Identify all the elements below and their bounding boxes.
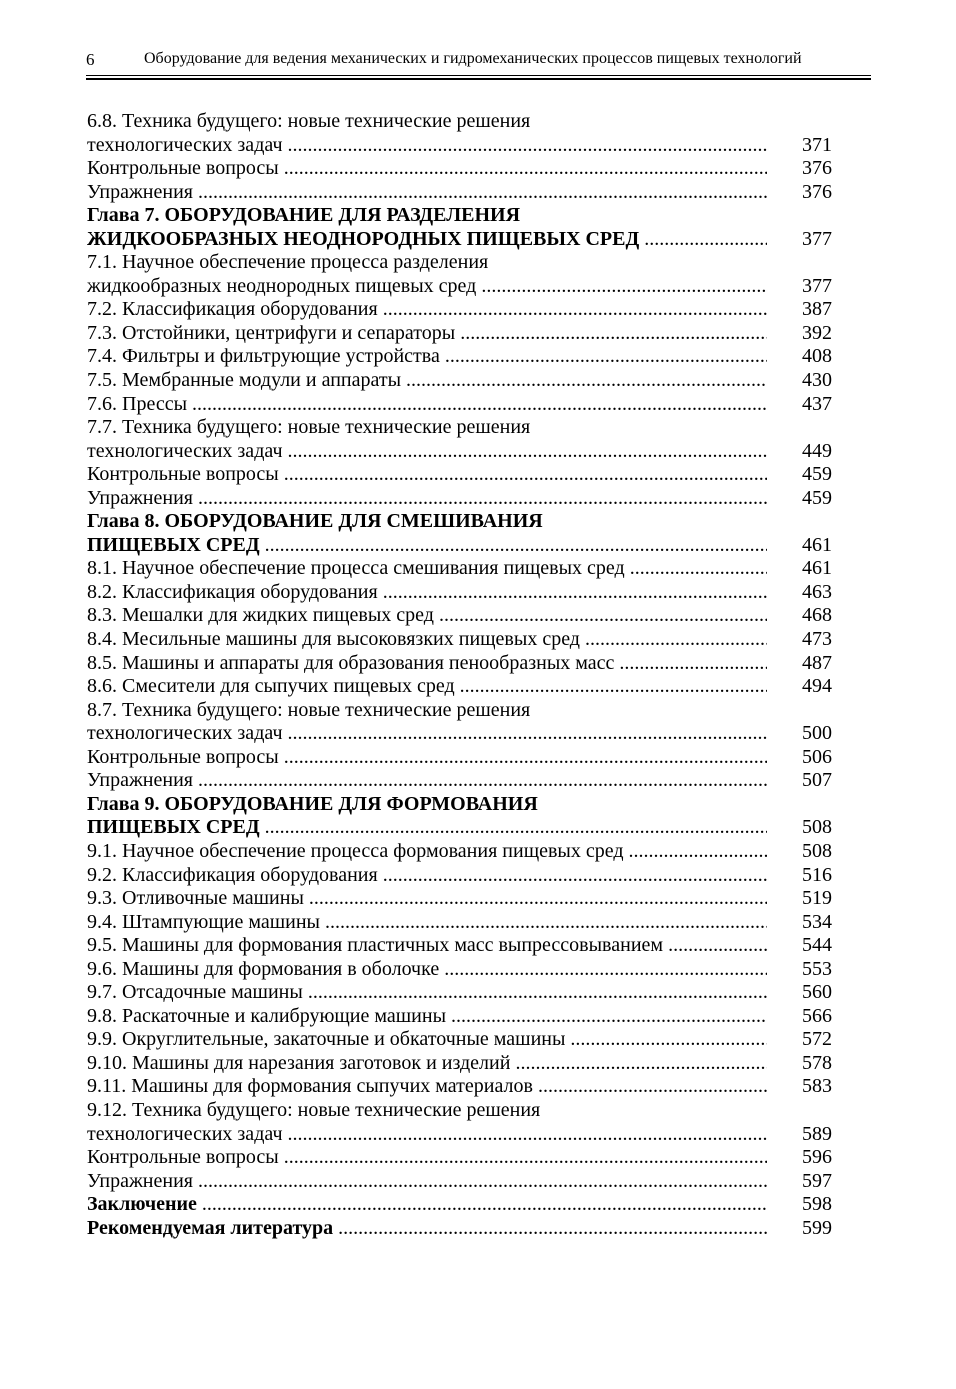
toc-entry [87, 652, 832, 676]
toc-entry-title: 9.3. Отливочные машины [87, 887, 304, 910]
toc-entry-page: 589 [802, 1122, 832, 1145]
toc-entry [87, 675, 832, 699]
toc-entry-page: 599 [802, 1216, 832, 1239]
toc-entry-title: Контрольные вопросы [87, 157, 279, 180]
toc-entry [87, 746, 832, 770]
toc-entry [87, 887, 832, 911]
toc-entry-page: 387 [802, 298, 832, 321]
toc-entry-title: 9.8. Раскаточные и калибрующие машины [87, 1004, 447, 1027]
toc-entry [87, 487, 832, 511]
toc-entry-title: 8.5. Машины и аппараты для образования пенообразных масс [87, 651, 615, 674]
toc-entry [87, 110, 832, 134]
toc-entry-title: Рекомендуемая литература [87, 1216, 334, 1239]
toc-entry-title: Глава 8. ОБОРУДОВАНИЕ ДЛЯ СМЕШИВАНИЯ [87, 510, 543, 533]
toc-entry [87, 911, 832, 935]
toc-entry [87, 510, 832, 534]
toc-entry-title: Контрольные вопросы [87, 463, 279, 486]
toc-entry [87, 1028, 832, 1052]
running-header [86, 50, 871, 74]
toc-entry [87, 157, 832, 181]
toc-entry-title: 8.6. Смесители для сыпучих пищевых сред [87, 675, 455, 698]
toc-entry-page: 508 [802, 839, 832, 862]
toc-entry-page: 578 [802, 1051, 832, 1074]
toc-entry-title: Контрольные вопросы [87, 1146, 279, 1169]
toc-entry-page: 596 [802, 1146, 832, 1169]
toc-entry-page: 506 [802, 745, 832, 768]
toc-entry-title: 7.6. Прессы [87, 392, 188, 415]
toc-entry [87, 1099, 832, 1123]
toc-entry-page: 437 [802, 392, 832, 415]
toc-entry-page: 463 [802, 580, 832, 603]
toc-entry-title: Упражнения [87, 486, 193, 509]
toc-entry [87, 816, 832, 840]
toc-entry-title: Глава 7. ОБОРУДОВАНИЕ ДЛЯ РАЗДЕЛЕНИЯ [87, 204, 521, 227]
toc-entry-page: 500 [802, 722, 832, 745]
toc-entry-page: 371 [802, 133, 832, 156]
toc-entry [87, 722, 832, 746]
toc-entry-page: 508 [802, 816, 832, 839]
toc-entry [87, 134, 832, 158]
toc-entry [87, 369, 832, 393]
toc-entry-page: 553 [802, 957, 832, 980]
toc-entry-page: 376 [802, 157, 832, 180]
toc-entry-title: Глава 9. ОБОРУДОВАНИЕ ДЛЯ ФОРМОВАНИЯ [87, 792, 538, 815]
toc-entry-title: 9.6. Машины для формования в оболочке [87, 957, 440, 980]
toc-entry-title: 9.4. Штампующие машины [87, 910, 320, 933]
toc-entry-title: Упражнения [87, 180, 193, 203]
toc-entry [87, 345, 832, 369]
toc-entry-title: 7.3. Отстойники, центрифуги и сепараторы [87, 321, 456, 344]
toc-entry-title: ПИЩЕВЫХ СРЕД [87, 533, 260, 556]
toc-entry-title: жидкообразных неоднородных пищевых сред [87, 274, 477, 297]
toc-entry [87, 1052, 832, 1076]
toc-entry-page: 449 [802, 439, 832, 462]
toc-entry-title: Контрольные вопросы [87, 745, 279, 768]
toc-entry-page: 376 [802, 180, 832, 203]
toc-entry-title: ЖИДКООБРАЗНЫХ НЕОДНОРОДНЫХ ПИЩЕВЫХ СРЕД [87, 227, 640, 250]
toc-entry [87, 1193, 832, 1217]
toc-entry [87, 298, 832, 322]
toc-entry [87, 1075, 832, 1099]
toc-entry-page: 487 [802, 651, 832, 674]
toc-entry-page: 597 [802, 1169, 832, 1192]
table-of-contents [87, 110, 832, 1240]
toc-entry-page: 560 [802, 981, 832, 1004]
toc-entry-title: технологических задач [87, 133, 283, 156]
header-rule-thin [86, 75, 871, 76]
toc-entry-title: 9.9. Округлительные, закаточные и обкаточные машины [87, 1028, 566, 1051]
toc-entry-page: 468 [802, 604, 832, 627]
header-rule-thick [86, 78, 871, 80]
toc-entry-page: 566 [802, 1004, 832, 1027]
toc-entry [87, 275, 832, 299]
toc-entry-title: технологических задач [87, 1122, 283, 1145]
toc-entry-title: 7.5. Мембранные модули и аппараты [87, 369, 402, 392]
toc-entry-title: технологических задач [87, 439, 283, 462]
toc-entry-page: 392 [802, 321, 832, 344]
toc-entry-page: 494 [802, 675, 832, 698]
toc-entry-page: 534 [802, 910, 832, 933]
toc-entry-page: 430 [802, 369, 832, 392]
toc-entry-title: Заключение [87, 1193, 197, 1216]
page-number: 6 [86, 50, 95, 69]
toc-entry-page: 516 [802, 863, 832, 886]
toc-entry-title: Упражнения [87, 769, 193, 792]
toc-entry-page: 544 [802, 934, 832, 957]
toc-entry [87, 228, 832, 252]
toc-entry [87, 581, 832, 605]
toc-entry [87, 1005, 832, 1029]
toc-entry [87, 416, 832, 440]
toc-entry-page: 461 [802, 557, 832, 580]
toc-entry [87, 981, 832, 1005]
toc-entry-page: 459 [802, 486, 832, 509]
toc-entry [87, 958, 832, 982]
toc-entry [87, 534, 832, 558]
toc-entry-page: 583 [802, 1075, 832, 1098]
toc-entry-page: 572 [802, 1028, 832, 1051]
toc-entry-page: 519 [802, 887, 832, 910]
toc-entry-page: 473 [802, 628, 832, 651]
toc-entry-title: 8.4. Месильные машины для высоковязких пищевых сред [87, 628, 580, 651]
toc-entry-page: 461 [802, 533, 832, 556]
toc-entry [87, 393, 832, 417]
toc-entry-title: 7.1. Научное обеспечение процесса разделения [87, 251, 489, 274]
toc-entry-title: 9.2. Классификация оборудования [87, 863, 378, 886]
toc-entry-title: 7.4. Фильтры и фильтрующие устройства [87, 345, 440, 368]
toc-entry-page: 377 [802, 274, 832, 297]
toc-entry [87, 1217, 832, 1241]
toc-entry [87, 1170, 832, 1194]
toc-entry-title: 8.2. Классификация оборудования [87, 580, 378, 603]
toc-entry [87, 699, 832, 723]
toc-entry-page: 408 [802, 345, 832, 368]
toc-entry-title: 8.1. Научное обеспечение процесса смешивания пищевых сред [87, 557, 625, 580]
toc-entry-page: 377 [802, 227, 832, 250]
toc-entry-title: 7.2. Классификация оборудования [87, 298, 378, 321]
toc-entry-page: 507 [802, 769, 832, 792]
toc-entry [87, 463, 832, 487]
toc-entry-title: 6.8. Техника будущего: новые технические решения [87, 110, 531, 132]
toc-entry-title: Упражнения [87, 1169, 193, 1192]
toc-entry [87, 934, 832, 958]
toc-entry [87, 864, 832, 888]
toc-entry [87, 204, 832, 228]
toc-entry-title: 8.3. Мешалки для жидких пищевых сред [87, 604, 434, 627]
toc-entry-title: 9.12. Техника будущего: новые технические решения [87, 1098, 541, 1121]
toc-entry-title: 9.5. Машины для формования пластичных масс выпрессовыванием [87, 934, 664, 957]
toc-entry [87, 440, 832, 464]
toc-entry [87, 1146, 832, 1170]
toc-entry-title: ПИЩЕВЫХ СРЕД [87, 816, 260, 839]
toc-entry-page: 459 [802, 463, 832, 486]
toc-entry [87, 1123, 832, 1147]
toc-entry [87, 557, 832, 581]
toc-entry [87, 628, 832, 652]
toc-entry [87, 322, 832, 346]
toc-entry-title: 9.10. Машины для нарезания заготовок и изделий [87, 1051, 511, 1074]
toc-entry [87, 769, 832, 793]
toc-entry [87, 181, 832, 205]
toc-entry [87, 251, 832, 275]
toc-entry-title: 9.1. Научное обеспечение процесса формования пищевых сред [87, 839, 624, 862]
toc-entry [87, 840, 832, 864]
toc-entry-title: 7.7. Техника будущего: новые технические решения [87, 416, 531, 439]
toc-entry-title: 8.7. Техника будущего: новые технические решения [87, 698, 531, 721]
toc-entry [87, 793, 832, 817]
running-title: Оборудование для ведения механических и гидромеханических процессов пищевых технологий [144, 50, 802, 67]
toc-entry-title: технологических задач [87, 722, 283, 745]
toc-entry-title: 9.11. Машины для формования сыпучих материалов [87, 1075, 533, 1098]
toc-entry [87, 604, 832, 628]
toc-entry-title: 9.7. Отсадочные машины [87, 981, 303, 1004]
toc-entry-page: 598 [802, 1193, 832, 1216]
